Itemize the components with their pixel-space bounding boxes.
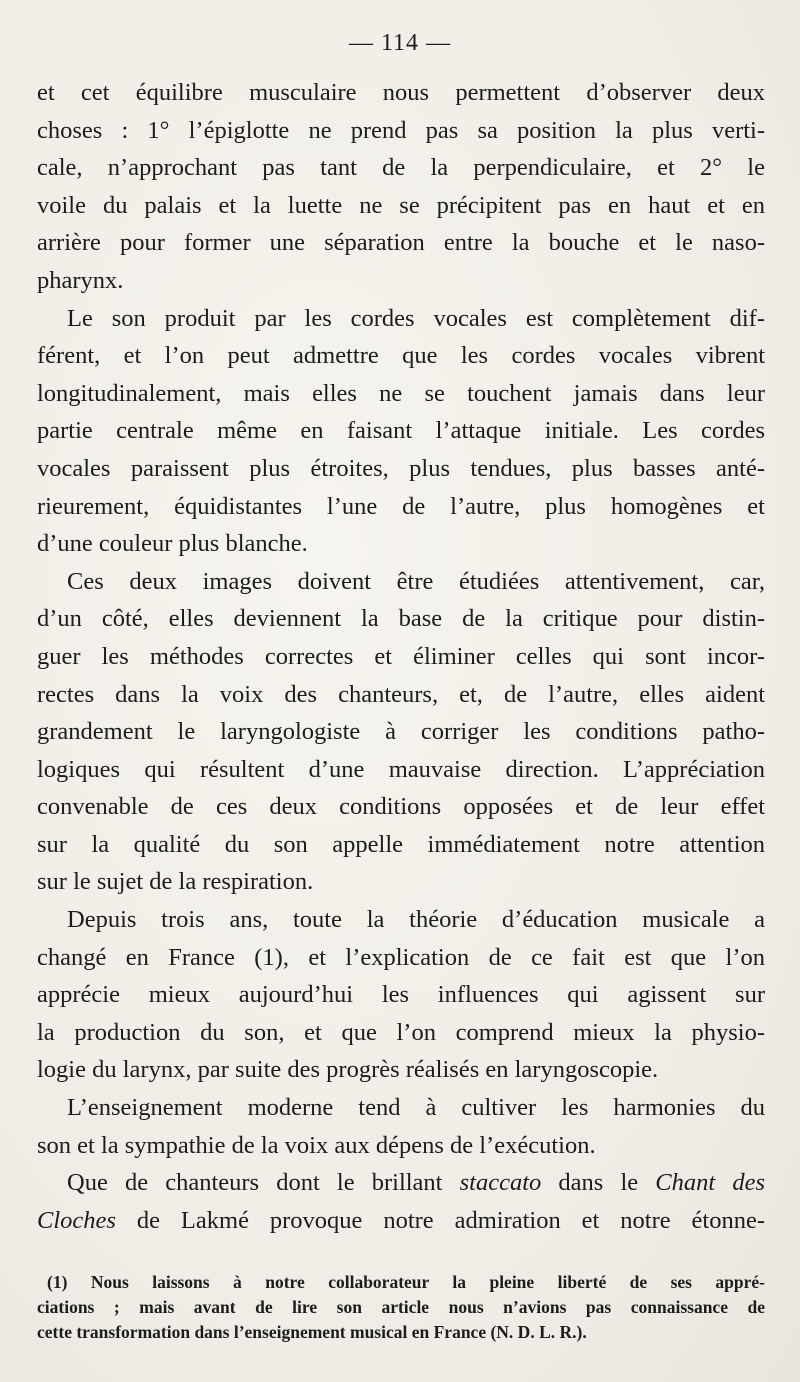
- paragraph-3: [37, 563, 765, 901]
- paragraph-6: [37, 1164, 765, 1239]
- text-line: Depuis trois ans, toute la théorie d’éducation musicale a: [67, 906, 765, 934]
- footnote-line: (1) Nous laissons à notre collaborateur la pleine liberté de ses appré-: [47, 1272, 765, 1292]
- text-line: arrière pour former une séparation entre la bouche et le naso-: [37, 229, 765, 257]
- text-line: choses : 1° l’épiglotte ne prend pas sa position la plus verti-: [37, 116, 765, 144]
- text-line: férent, et l’on peut admettre que les cordes vocales vibrent: [37, 342, 765, 370]
- text-line: pharynx.: [37, 266, 124, 294]
- italic-title: Chant des: [655, 1169, 765, 1197]
- text-line: voile du palais et la luette ne se précipitent pas en haut et en: [37, 191, 765, 219]
- text-line: d’une couleur plus blanche.: [37, 530, 308, 558]
- text-line: grandement le laryngologiste à corriger les conditions patho-: [37, 718, 765, 746]
- text-line: sur la qualité du son appelle immédiatement notre attention: [37, 830, 765, 858]
- text-line: rectes dans la voix des chanteurs, et, de l’autre, elles aident: [37, 680, 765, 708]
- text-line: changé en France (1), et l’explication de ce fait est que l’on: [37, 943, 765, 971]
- text-span: dans le: [541, 1169, 656, 1197]
- body-text: [37, 74, 765, 1239]
- italic-term: staccato: [459, 1169, 542, 1197]
- paragraph-4: [37, 901, 765, 1089]
- text-line-mixed: [37, 1202, 765, 1240]
- paragraph-5: [37, 1089, 765, 1164]
- text-line: rieurement, équidistantes l’une de l’autre, plus homogènes et: [37, 492, 765, 520]
- footnote-line: cette transformation dans l’enseignement musical en France (N. D. L. R.).: [37, 1322, 587, 1342]
- text-line: apprécie mieux aujourd’hui les influences qui agissent sur: [37, 981, 765, 1009]
- text-line: guer les méthodes correctes et éliminer celles qui sont incor-: [37, 642, 765, 670]
- text-line: et cet équilibre musculaire nous permettent d’observer deux: [37, 79, 765, 106]
- text-span: Que de chanteurs dont le brillant: [67, 1169, 460, 1197]
- text-line: la production du son, et que l’on comprend mieux la physio-: [37, 1018, 765, 1046]
- footnote-line: ciations ; mais avant de lire son article nous n’avions pas connaissance de: [37, 1297, 765, 1317]
- paragraph-1: [37, 74, 765, 300]
- text-line: d’un côté, elles deviennent la base de la critique pour distin-: [37, 605, 765, 633]
- text-line: son et la sympathie de la voix aux dépens de l’exécution.: [37, 1131, 596, 1159]
- italic-title: Cloches: [37, 1206, 116, 1234]
- text-line: cale, n’approchant pas tant de la perpendiculaire, et 2° le: [37, 154, 765, 182]
- text-line: Ces deux images doivent être étudiées attentivement, car,: [67, 567, 765, 595]
- text-line: Le son produit par les cordes vocales est complètement dif-: [67, 304, 765, 332]
- page-number: — 114 —: [348, 30, 452, 56]
- text-span: de Lakmé provoque notre admiration et notre étonne-: [115, 1206, 765, 1234]
- text-line-mixed: [37, 1164, 765, 1202]
- text-line: logie du larynx, par suite des progrès réalisés en laryngoscopie.: [37, 1056, 659, 1084]
- text-line: L’enseignement moderne tend à cultiver les harmonies du: [67, 1094, 765, 1122]
- paragraph-2: [37, 300, 765, 563]
- footnote: [37, 1270, 765, 1345]
- text-line: longitudinalement, mais elles ne se touchent jamais dans leur: [37, 379, 765, 407]
- text-line: partie centrale même en faisant l’attaque initiale. Les cordes: [37, 417, 765, 445]
- text-line: sur le sujet de la respiration.: [37, 868, 314, 896]
- text-line: vocales paraissent plus étroites, plus tendues, plus basses anté-: [37, 454, 765, 482]
- text-line: logiques qui résultent d’une mauvaise direction. L’appréciation: [37, 755, 765, 783]
- text-line: convenable de ces deux conditions opposées et de leur effet: [37, 793, 765, 821]
